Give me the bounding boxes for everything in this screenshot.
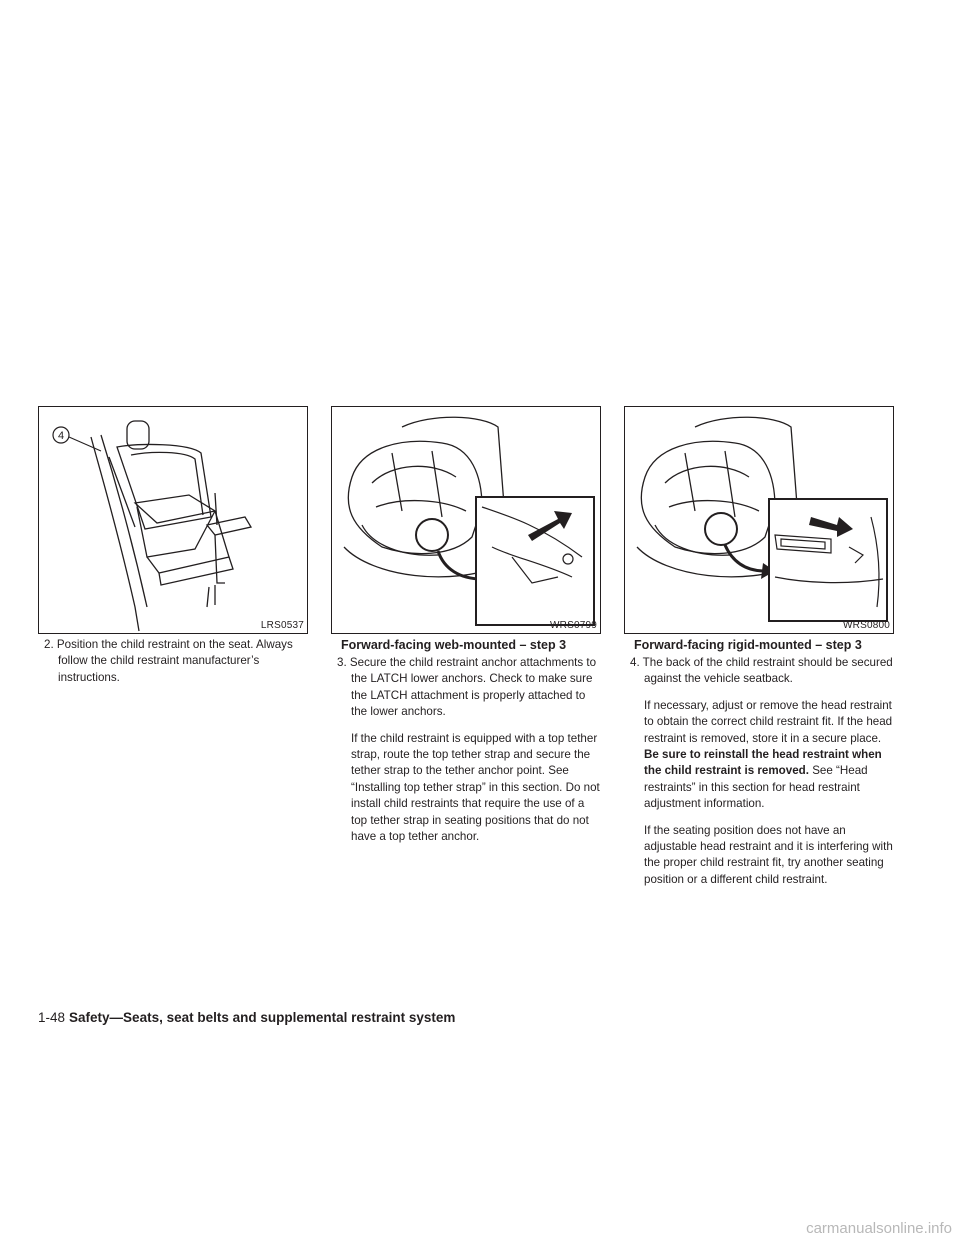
figure-code: WRS0799: [550, 620, 597, 631]
figure-code: WRS0800: [843, 620, 890, 631]
svg-text:4: 4: [57, 430, 65, 442]
step-3: 3. Secure the child restraint anchor attachments to the LATCH lower anchors. Check to make sure the LATCH attachment is properly attached to the lower anchors.: [337, 656, 597, 719]
figure-caption: Forward-facing web-mounted – step 3: [341, 638, 567, 652]
step-4-text-c: See “Head restraints” in this section for head restraint adjustment information.: [644, 764, 868, 811]
column-1: [38, 406, 308, 686]
web-mounted-illustration: [332, 407, 600, 633]
column-2: [331, 406, 601, 845]
page-footer: [38, 1010, 455, 1025]
figure-web-mounted: [331, 406, 601, 634]
callout-4: [53, 427, 101, 451]
step-4-paragraph-1: [624, 698, 894, 813]
step-4-paragraph-2: If the seating position does not have an adjustable head restraint and it is interfering with the proper child restraint fit, try another seating position or a different child restraint.: [644, 823, 893, 886]
figure-caption: Forward-facing rigid-mounted – step 3: [634, 638, 862, 652]
seat-illustration: [39, 407, 307, 633]
rigid-mounted-illustration: [625, 407, 893, 633]
figure-code: LRS0537: [260, 620, 304, 631]
step-2: 2. Position the child restraint on the seat. Always follow the child restraint manufacturer’s instructions.: [44, 638, 293, 684]
step-4: 4. The back of the child restraint should be secured against the vehicle seatback.: [630, 656, 893, 686]
figure-seat-position: [38, 406, 308, 634]
step-4-text-a: If necessary, adjust or remove the head restraint to obtain the correct child restraint fit. If the head restraint is removed, store it in a secure place.: [644, 698, 893, 745]
watermark: carmanualsonline.info: [806, 1220, 952, 1237]
step-3-paragraph: If the child restraint is equipped with a top tether strap, route the top tether strap and secure the tether strap to the tether anchor point. See “Installing top tether strap” in this section. Do not install child restraints that require the use of a top tether strap in seating positions that do not have a top tether anchor.: [351, 731, 600, 844]
step-4-warning: Be sure to reinstall the head restraint when the child restraint is removed.: [644, 748, 882, 778]
section-title: Safety—Seats, seat belts and supplemental restraint system: [69, 1010, 456, 1025]
page-number: 1-48: [38, 1010, 66, 1025]
figure-rigid-mounted: [624, 406, 894, 634]
column-3: [624, 406, 894, 888]
